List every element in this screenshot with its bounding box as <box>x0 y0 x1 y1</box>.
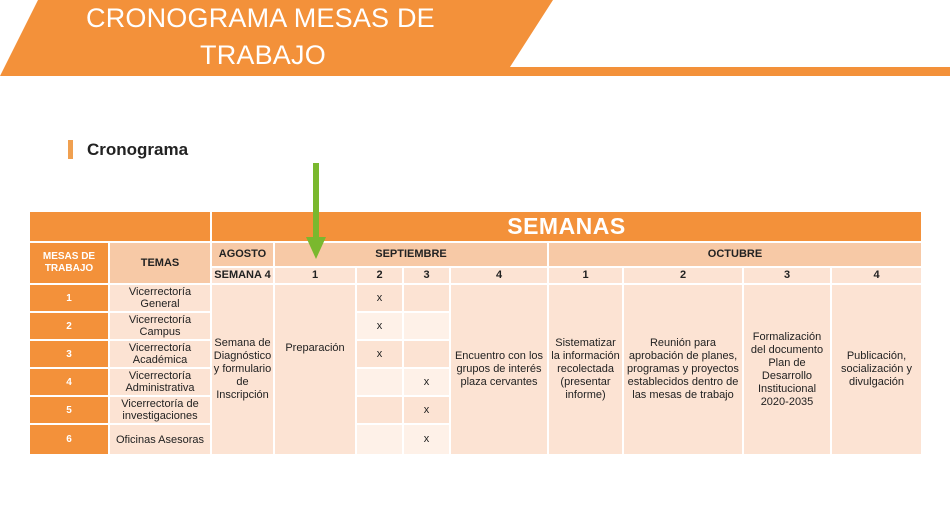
title-line-2: TRABAJO <box>200 40 326 70</box>
activity-oct-1: Sistematizar la información recolectada (presentar informe) <box>549 285 622 454</box>
mark-sep3-row4: x <box>404 369 449 395</box>
week-sep-2: 2 <box>357 268 402 283</box>
row-tema: Vicerrectoría Administrativa <box>110 369 210 395</box>
title-banner <box>0 0 950 76</box>
activity-oct-3: Formalización del documento Plan de Desarrollo Institucional 2020-2035 <box>744 285 830 454</box>
title-line-1: CRONOGRAMA MESAS DE <box>86 3 435 33</box>
week-oct-1: 1 <box>549 268 622 283</box>
row-number: 1 <box>30 285 108 311</box>
activity-oct-2: Reunión para aprobación de planes, programas y proyectos establecidos dentro de las mesas de trabajo <box>624 285 742 454</box>
row-tema: Vicerrectoría de investigaciones <box>110 397 210 423</box>
down-arrow-icon <box>306 163 326 259</box>
row-number: 2 <box>30 313 108 339</box>
mesas-header: MESAS DE TRABAJO <box>30 243 108 283</box>
week-oct-3: 3 <box>744 268 830 283</box>
mark-sep3-row1 <box>404 285 449 311</box>
week-sep-3: 3 <box>404 268 449 283</box>
temas-header: TEMAS <box>110 243 210 283</box>
row-tema: Oficinas Asesoras <box>110 425 210 454</box>
week-sep-1: 1 <box>275 268 355 283</box>
week-oct-4: 4 <box>832 268 921 283</box>
mark-sep2-row1: x <box>357 285 402 311</box>
mark-sep2-row3: x <box>357 341 402 367</box>
row-number: 3 <box>30 341 108 367</box>
semanas-header: SEMANAS <box>212 212 921 241</box>
mark-sep2-row6 <box>357 425 402 454</box>
activity-agosto-w4: Semana de Diagnóstico y formulario de Inscripción <box>212 285 273 454</box>
mark-sep3-row5: x <box>404 397 449 423</box>
month-octubre: OCTUBRE <box>549 243 921 266</box>
month-septiembre: SEPTIEMBRE <box>275 243 547 266</box>
schedule-table <box>30 212 921 454</box>
section-title: Cronograma <box>87 140 189 159</box>
week-oct-2: 2 <box>624 268 742 283</box>
row-tema: Vicerrectoría Académica <box>110 341 210 367</box>
activity-sep-1: Preparación <box>275 285 355 454</box>
section-accent-bar <box>68 140 73 159</box>
row-tema: Vicerrectoría Campus <box>110 313 210 339</box>
table-corner-cell <box>30 212 210 241</box>
mark-sep2-row4 <box>357 369 402 395</box>
mark-sep3-row3 <box>404 341 449 367</box>
mark-sep3-row6: x <box>404 425 449 454</box>
mark-sep3-row2 <box>404 313 449 339</box>
mark-sep2-row5 <box>357 397 402 423</box>
row-number: 4 <box>30 369 108 395</box>
mark-sep2-row2: x <box>357 313 402 339</box>
activity-sep-4: Encuentro con los grupos de interés plaza cervantes <box>451 285 547 454</box>
row-tema: Vicerrectoría General <box>110 285 210 311</box>
row-number: 6 <box>30 425 108 454</box>
week-sep-4: 4 <box>451 268 547 283</box>
month-agosto: AGOSTO <box>212 243 273 266</box>
week-agosto-4: SEMANA 4 <box>212 268 273 283</box>
activity-oct-4: Publicación, socialización y divulgación <box>832 285 921 454</box>
row-number: 5 <box>30 397 108 423</box>
